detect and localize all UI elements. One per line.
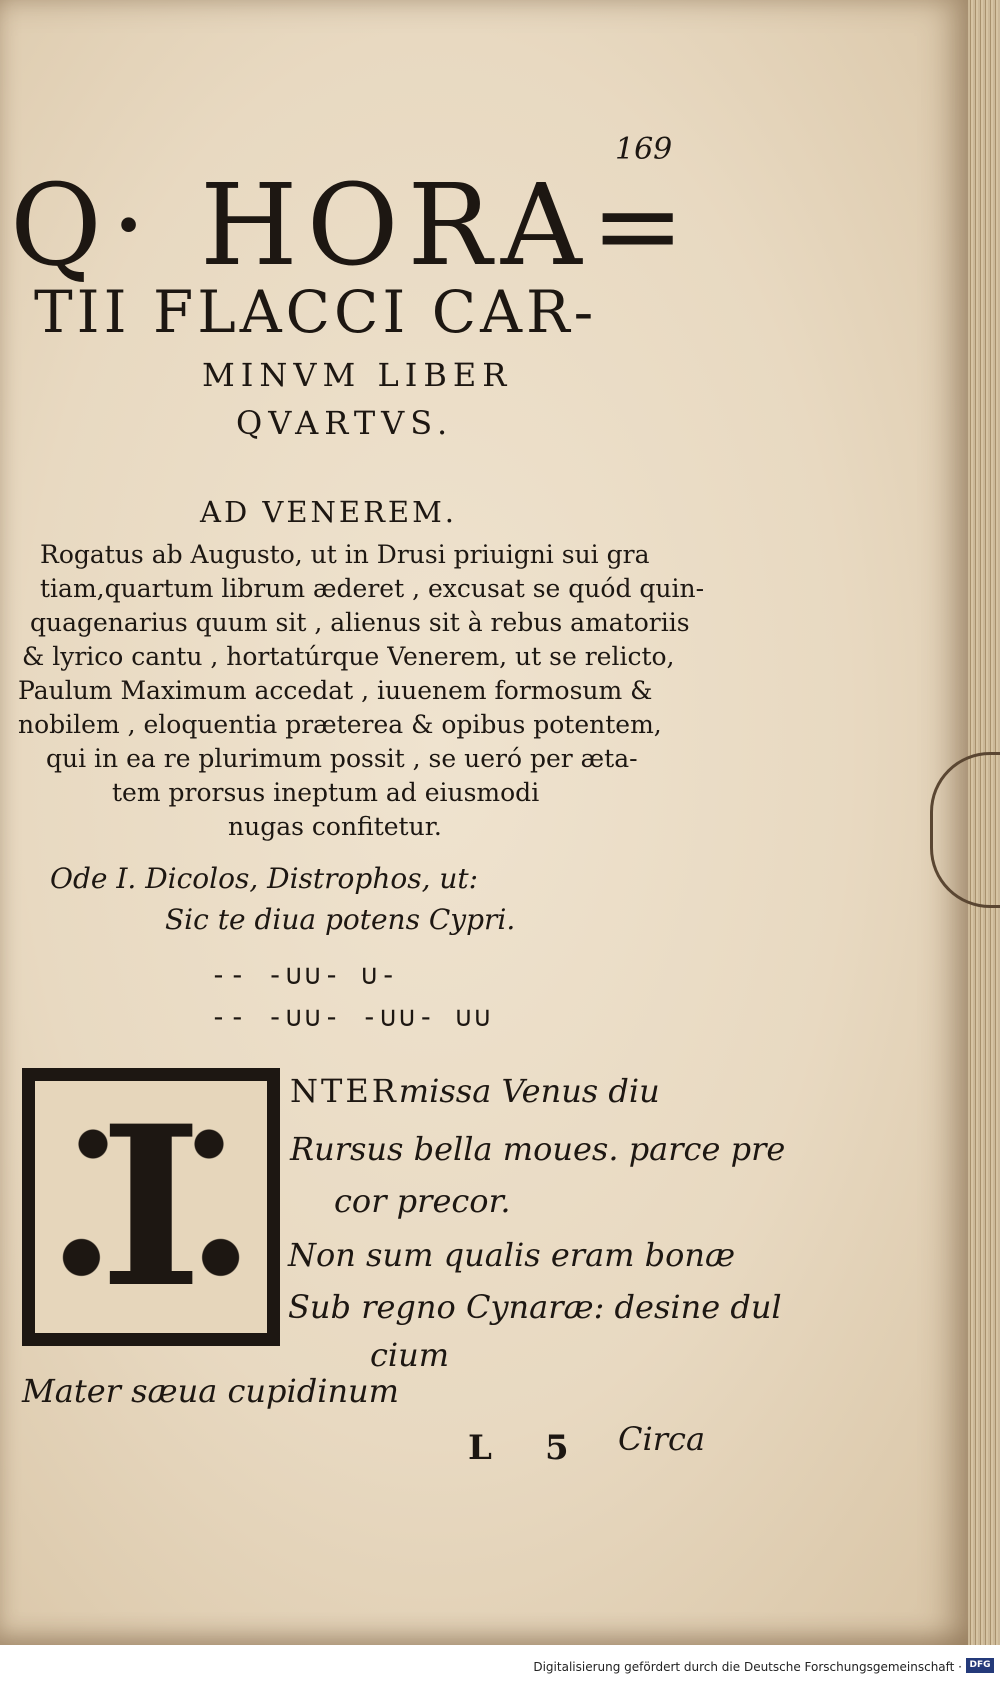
argument-line: tiam,quartum librum æderet , excusat se quód quin- bbox=[40, 574, 705, 603]
verse-line-7: Mater sæua cupidinum bbox=[22, 1372, 399, 1410]
verse-text: missa Venus diu bbox=[398, 1072, 660, 1110]
meter-scheme-2: -- -∪∪- -∪∪- ∪∪ bbox=[210, 1000, 493, 1033]
verse-line-6: cium bbox=[370, 1336, 450, 1374]
argument-line: Paulum Maximum accedat , iuuenem formosum & bbox=[18, 676, 653, 705]
ode-meter-label: Ode I. Dicolos, Distrophos, ut: bbox=[50, 862, 479, 895]
meter-scheme-1: -- -∪∪- ∪- bbox=[210, 958, 399, 991]
argument-line: quagenarius quum sit , alienus sit à rebus amatoriis bbox=[30, 608, 690, 637]
verse-line-4: Non sum qualis eram bonæ bbox=[288, 1236, 736, 1274]
dfg-logo-icon: DFG bbox=[966, 1658, 994, 1673]
title-line-1: Q· HORA= bbox=[10, 161, 694, 291]
argument-line: Rogatus ab Augusto, ut in Drusi priuigni sui gra bbox=[40, 540, 650, 569]
title-line-2: TII FLACCI CAR- bbox=[34, 278, 598, 346]
initial-letter: I bbox=[99, 1077, 203, 1336]
verse-caps: NTER bbox=[290, 1072, 399, 1110]
meter-example: Sic te diua potens Cypri. bbox=[165, 903, 516, 936]
argument-line: nobilem , eloquentia præterea & opibus potentem, bbox=[18, 710, 662, 739]
verse-line-1 bbox=[290, 1072, 660, 1110]
title-line-3: MINVM LIBER bbox=[202, 356, 513, 394]
initial-ornament bbox=[35, 1077, 267, 1336]
signature-letter: L bbox=[468, 1428, 492, 1468]
page-number: 169 bbox=[615, 132, 673, 167]
verse-line-3: cor precor. bbox=[334, 1182, 511, 1220]
signature-number: 5 bbox=[545, 1428, 569, 1468]
argument-line: qui in ea re plurimum possit , se ueró per æta- bbox=[46, 744, 638, 773]
verse-line-2: Rursus bella moues. parce pre bbox=[290, 1130, 786, 1168]
footer-credit: Digitalisierung gefördert durch die Deutsche Forschungsgemeinschaft · bbox=[533, 1660, 962, 1674]
argument-line: & lyrico cantu , hortatúrque Venerem, ut se relicto, bbox=[22, 642, 675, 671]
title-line-4: QVARTVS. bbox=[236, 404, 454, 442]
catchword: Circa bbox=[618, 1420, 706, 1458]
verse-line-5: Sub regno Cynaræ: desine dul bbox=[288, 1288, 782, 1326]
decorated-initial bbox=[22, 1068, 280, 1346]
argument-line: nugas confitetur. bbox=[228, 812, 442, 841]
argument-line: tem prorsus ineptum ad eiusmodi bbox=[112, 778, 540, 807]
argument-heading: AD VENEREM. bbox=[200, 495, 457, 529]
